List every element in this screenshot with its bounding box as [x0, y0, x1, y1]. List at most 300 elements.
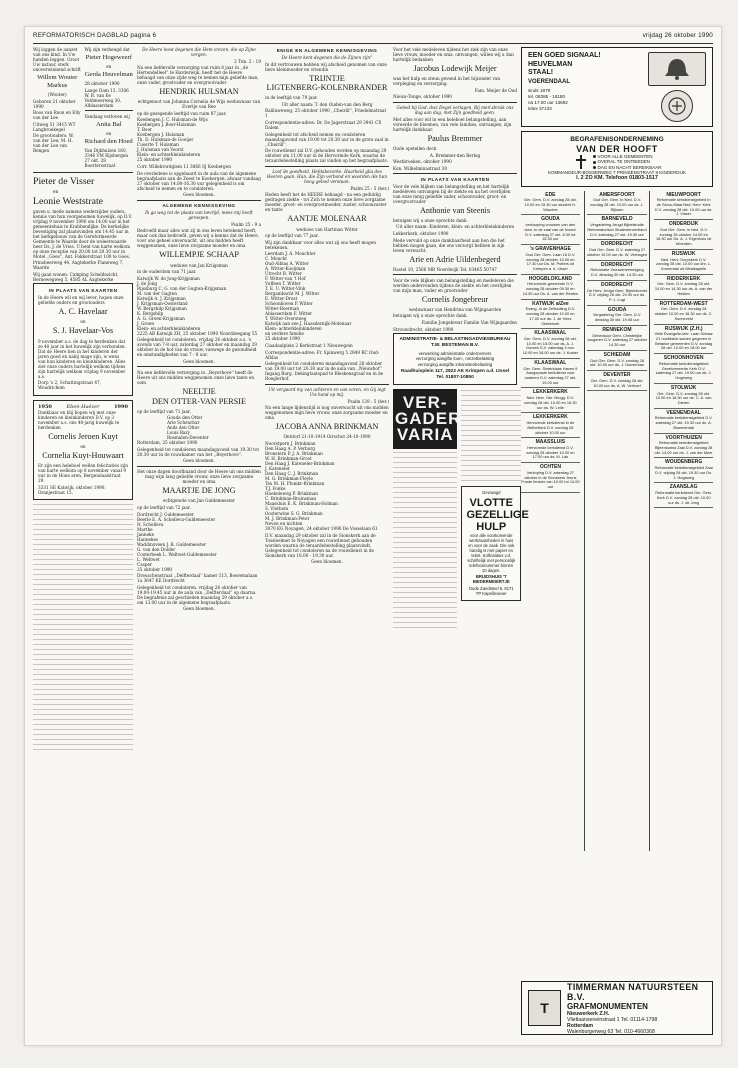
family-line: Klein- achterkleinkinderen	[265, 326, 322, 332]
heuvelman-tel-3: telex 37133	[528, 106, 552, 112]
heuvelman-title-4: VOERENDAAL	[528, 78, 571, 85]
marriage-groom: Pieter Hogeweerf	[85, 54, 132, 61]
marriage-address: Lange Dam 13, 3306 W. B. van Ee Veldmeerweg 30, Alblasserdam	[84, 87, 129, 108]
death-notice-ligtenberg	[265, 48, 389, 163]
family-line: J. Krijgsman-Oosterland	[137, 300, 188, 306]
vlotte-hulp-col	[461, 389, 529, 633]
anniversary-notice-intro: In de Heere wil en wij lever, hopen onze geliefde ouders en grootouders	[38, 295, 124, 306]
notice1-intro: In dit vertrouwen hebben wij afscheid genomen van onze lieve kleinmoeder en vriendin	[265, 61, 387, 72]
dank-family: Fam. Meijer de Oud	[474, 87, 517, 93]
bremmer-family: A. Bremmer-den Berleg	[429, 152, 481, 158]
church-place: ROTTERDAM-WEST	[659, 300, 708, 307]
church-place: WOUDENBERG	[665, 459, 703, 466]
church-services-area	[521, 191, 713, 851]
church-place: KLAASWAAL	[534, 359, 567, 366]
bremmer-place: Westbroeken, oktober 1990	[393, 159, 452, 165]
marriage-bride: Gerda Heuvelman	[84, 71, 133, 79]
church-details: Oud Ger. Gem. D.V. zondag 28 okt. 10.00 uur ds. J. Duiverman	[589, 357, 645, 368]
thanks-notice-bremmer	[393, 105, 517, 170]
church-list-b	[654, 193, 713, 509]
church-service-entry	[587, 217, 648, 240]
death4-funeral: Gelegenheid tot condoleren, vrijdag 26 oktober van 19.00-19.45 uur in de aula van ,,Delfterdaal'' op daarna. De begrafenis zal geschieden maandag 29 oktober a.s. om 13.00 uur in de algemene begraafplaats.	[137, 584, 257, 605]
timmerman-product: GRAFMONUMENTEN	[567, 1001, 648, 1011]
family-line: Oud-Alblas A. Witter	[265, 261, 309, 267]
plaats3-family: Familie Jongebreur Familie Van Wijngaarden	[421, 320, 517, 325]
church-service-entry	[654, 485, 713, 508]
family-line: J. Kateneler	[265, 465, 290, 471]
church-place: LEKKERKERK	[533, 414, 568, 421]
vdh-item-2: OVERAL TE ONTBIEDEN	[593, 159, 662, 165]
vlotte-title-3: HULP	[476, 520, 507, 533]
engagement-intro: Vandaag verloven wij	[84, 113, 130, 119]
church-place: BARNEVELD	[601, 216, 633, 223]
page-header-right: vrijdag 26 oktober 1990	[642, 32, 713, 39]
plaats2-name: Anthonie van Steenis	[419, 205, 491, 215]
family-line: Hannekes	[137, 536, 159, 542]
death2-head: ALGEMENE KENNISGEVING	[162, 203, 236, 209]
church-service-entry	[587, 242, 648, 260]
death4-family-list	[137, 512, 261, 567]
family-line: A. G. Groen-Krijgsman	[137, 315, 185, 321]
anniversary-en: en	[80, 319, 86, 325]
church-list-a	[521, 193, 580, 493]
church-place: RENNEKOM	[602, 326, 632, 333]
death2-flowers: Geen bloemen.	[183, 358, 215, 364]
family-line: A. Witter-Kooijman	[265, 266, 306, 272]
church-service-entry	[521, 415, 580, 438]
anniversary-husband: A. C. Havelaar	[58, 307, 108, 317]
birth-grandparents: De grootouders: W. van der Lee; M. H. van der Lee van Bengen	[33, 133, 74, 154]
church-details: Ger. Gem. D.V. zondag 28 okt. 10.00 en 15.00 uur ds. A. J. Gorseb D.V. zaterdag 3 nov. 10.00 en 18.00 uur ds. J. Koster	[522, 336, 579, 356]
family-line: Katwijk aan zee J. Haasdernijk-Molenaar	[265, 321, 352, 327]
notice2-age: op de leeftijd van 77 jaar.	[265, 233, 319, 239]
plaats2-name-2: Arie en Adrie Uildenbegerd	[409, 254, 501, 264]
timmerman-text	[567, 982, 706, 1035]
church-details: Ger. Gem. D.V. zondag 28 okt. 10.00 en 15.30 uur student H. Visscher	[523, 197, 577, 212]
church-details: De Herv. Jeugd Gem. Bijeenkomst D.V. vrijdag 26 okt. 20.00 uur ds. P. J. Lugt	[587, 287, 647, 302]
family-line: Bronstern P. J. A. Brinkman	[265, 450, 323, 456]
notice3-flowers: Geen bloemen.	[311, 559, 343, 565]
church-service-entry	[654, 460, 713, 483]
church-details: Oud Ger. Gem. in Ned. D.V. zondag 28 okt. 10.00 uur ds. L. Rijksen	[590, 197, 644, 212]
family-line: Katwijk A. J. Krijgsman	[137, 295, 186, 301]
church-place: 's GRAVENHAGE	[529, 246, 571, 253]
notice2-family-list	[265, 251, 389, 336]
family-line: J. de Jong	[137, 280, 158, 286]
church-details: Gebedsuur Gem. Christelijke Jongeren D.V. zaterdag 27 oktober 14.30 uur	[586, 332, 648, 348]
timmerman-address-1: Vlietlaanseneinstraat 1 Tel. 01114-1798	[567, 1016, 658, 1023]
family-line: T. Boer	[137, 127, 152, 133]
church-details: Vergadering Ger. Gem. D.V. dinsdag 30 okt. 19.45 uur	[592, 312, 642, 323]
staal-seal-icon	[661, 90, 693, 122]
church-details: verkooping vrouwen van den dom. In de zaal van de Noord. D.V. zaterdag 27 okt. 8.30 tot 15.30 uur	[524, 222, 577, 242]
church-service-entry	[521, 247, 580, 275]
notice2-verse: Loof de goedheid, Hefdabezorke. Haarheid glia des Heeren gaan, Hun, die Zijn verbond en woorden Als hun hoog gebod verstaan.	[266, 169, 388, 185]
anniversary-wife-2: Cornelia Kuyt-Houwaart	[42, 450, 124, 460]
family-line: Louis Bazy	[167, 430, 190, 436]
page-header-left: REFORMATORISCH DAGBLAD pagina 6	[33, 32, 157, 39]
divider	[33, 172, 133, 173]
wedding-bride: Leonie Weststrate	[33, 195, 104, 207]
engagement-address: Van Dijkhuizen 160, 3346 VM Rijsbergen 27 okt. 28 Boertersstraat	[84, 147, 129, 168]
vergader-line-1: VER-	[402, 393, 448, 412]
besteman-admin-ad	[393, 333, 517, 385]
wedding-new-address: Wij gaan wonen: Camping Scheldezicht, Bernewegweg 5, 4585 AL Aagtekerke	[33, 271, 119, 282]
church-details: Hervormde kerkdienst In de Bethelkerk D.V. zondag 28 oktober 10.00 uur	[526, 420, 575, 435]
notice3-family-list	[265, 441, 389, 526]
church-place: GOUDA	[541, 216, 560, 223]
admin-company: T.W. BESTEMAN B.V.	[431, 342, 479, 348]
birth-name: Willem Wouter Markus	[37, 74, 78, 89]
church-place: KATWIJK a/Zee	[532, 300, 569, 307]
dank-address: Nieuw-Tonge, oktober 1990	[393, 94, 452, 100]
church-place: ONDERDIJK	[668, 221, 699, 228]
family-line: Katwijk W. de Jong-Krijgsman	[137, 275, 200, 281]
notice2-intro: Heden heeft het de HEERE behaagd - na een geduldig gedragen ziekte - tot Zich te nemen onze lieve zorgzame moeder, groot- en overgrootmoeder, zuster, schoonzuster en tante	[265, 192, 387, 213]
engagement-en: en	[106, 130, 112, 136]
family-line: T. E. U. Witter-Vink	[265, 286, 306, 292]
plaats2-text-2: betuigen wij u onze oprechte dank.	[393, 217, 468, 223]
family-line: M. van der Gugten	[137, 290, 177, 296]
notice1-verse: De Heere kent degenen die de Zijnen zijn''	[281, 55, 373, 60]
church-place: SCHIEDAM	[603, 351, 631, 358]
church-place: ZAANSLAG	[669, 484, 698, 491]
church-place: EDE	[545, 191, 556, 198]
death2-spouse: weduwe van Jan Kriigsman	[170, 262, 228, 268]
church-place: SCHOONHOVEN	[663, 355, 704, 362]
church-place: DEVENTER	[603, 372, 631, 378]
church-details: Reformatie kerkdienstgebied In de Sions-Staat Ned. Herv. Kerk D.V. zondag 28 okt. 10.00 uur ds. J. Visser	[654, 197, 713, 217]
notice3-name: JACOBA ANNA BRINKMAN	[275, 422, 379, 432]
birth-nickname: (Wouter)	[47, 92, 67, 98]
church-place: RIJSWIJK (Z.H.)	[664, 325, 703, 332]
plaats2-address-2: Rastel 10, 2566 MB Noordwijk Tel. 03465 50747	[393, 266, 497, 272]
church-service-entry	[521, 361, 580, 389]
church-service-entry	[654, 302, 713, 325]
church-service-entry	[587, 283, 648, 306]
family-line: Koebergen J. Boer-Hulsman	[137, 122, 196, 128]
birth-date: Geboren 21 oktober 1990	[33, 98, 76, 109]
church-service-entry	[587, 373, 648, 391]
notice2-address: Ciaadaalplein 2 Kerkstraat 1 Nieuwegein	[265, 342, 353, 348]
death1-family-list	[137, 117, 261, 157]
notice1-name-2: LIGTENBERG-KOLENBRANDER	[266, 83, 388, 93]
plaats3-spouse: weduwnaar van Hendrina van Wijngaarden	[408, 306, 502, 312]
church-service-entry	[587, 308, 648, 326]
church-details: Ned. Herv. Ger. Brugg. D.V. zondag 28 okt. 10.00 en 16.30 uur ds. W. Lelie	[524, 395, 577, 410]
church-place: LEKKERKERK	[533, 389, 568, 396]
family-line: Beerle E. A. Schelleva-Guldemeester	[137, 516, 216, 522]
death1-intro: Na een liefdevolle verzorging van ruim 8 jaar in ,,de Hertendelleel'' te Harderwijk, heeft het de Heere behaagd van onze zijde weg te nemen mijn geliefde man, onze vader, grootvader en overgrootvader	[137, 65, 259, 86]
anniversary-years	[38, 404, 128, 410]
church-service-entry	[654, 411, 713, 434]
vlotte-wanted: Gevraagd	[482, 490, 501, 495]
timmerman-address-2: Rotterdam	[567, 1022, 593, 1029]
admin-address: Raadhuisplein 117, 2922 AK Krimpen a.d. IJssel	[400, 369, 510, 374]
church-place: DORDRECHT	[601, 281, 633, 288]
family-line: J. Groen	[137, 320, 155, 326]
vlotte-address: Oude Zandsteel 6, 8171 TP Kapelleoever	[468, 585, 514, 596]
notice3-intro: Na een lange lijdenstijd is nog onverwacht uit ons midden weggenomen mijn lieve vrouw, onze zorgzame moeder en oma	[265, 405, 389, 421]
death3-flowers: Geen bloemen.	[183, 458, 215, 464]
vergader-listings	[393, 452, 457, 632]
notice1-age: in de leeftijd van 79 jaar.	[265, 95, 318, 101]
family-line: C. Moncht	[265, 256, 287, 262]
vlotte-text: voor alle voorkomende werkzaamheden in huis en voor de zaak. Die ook handig is met papier en tekst. Sollicitaties v.d. schriftelijk met persoonlijk telefoonnummer binnen 10 dagen.	[467, 532, 516, 573]
notice1-address: Baliluweweg, 25 oktober 1990 ,,Cheirill'', Friedelmstraat 1	[265, 108, 387, 119]
family-line: Koedengen J. C. Hulsman-de Wijs	[137, 117, 208, 123]
notice1-head: ENIGE EN ALGEMENE KENNISGEVING	[276, 48, 378, 53]
family-line: K. Bergshilp	[137, 310, 164, 316]
anniversary-motto: Eben-Haëzer	[66, 403, 100, 410]
notice1-correspondence: Correspondentie-adres: Dr. De Jagerstraat 29 3941 CX Dalem	[265, 120, 382, 131]
church-place: AMERSFOORT	[599, 191, 635, 198]
anniversary-notice-head: IN PLAATS VAN KAARTEN	[48, 288, 118, 294]
heuvelman-title-1: EEN GOED SIGNAAL!	[528, 52, 601, 59]
marriage-intro: Wij zijn verheugd dat	[84, 47, 130, 52]
birth-announcement	[33, 47, 82, 170]
family-line: Witter-Boerman	[265, 306, 300, 312]
church-service-entry	[654, 222, 713, 250]
timmerman-name: TIMMERMAN NATUURSTEEN B.V.	[567, 981, 699, 1002]
church-place: GOUDA	[607, 306, 627, 313]
church-service-entry	[587, 353, 648, 371]
vdh-name: VAN DER HOOFT	[576, 143, 658, 154]
engagement-bride: Anita Bal	[96, 120, 122, 128]
plaats2-text-3: Mede vervuld op onze dankbaarheid aan hen die het hebben mogen gaan, die ons verzorgt hebben in zijn leven verwacht.	[393, 237, 505, 253]
family-line: Bergambacht M. J. Witter	[265, 291, 320, 297]
church-details: Oud Ger. Gem. Laan 16 D.V. zondag 28 oktober 10.00 en 17.30 uur Ds. M. Putters uit Krimpen a. d. IJssel	[525, 251, 576, 271]
church-place: NIEUWPOORT	[666, 191, 701, 198]
vdh-items-row	[528, 154, 706, 171]
anniversary-notice-text: 9 november a.s. de dag te herdenken dat ze 40 jaar in het huwelijk zijn verbonden. Dat de Heere hen in het kinderen der jaren goed en nabij mage zijn, is wens van hun kinderen en kleinkinderen. Alles ziet onze ouders hartelijk welkom tijdens zijn hartelijk welkom vrijdag 9 november a.s.	[38, 338, 126, 379]
anniversary-year-start: 1950	[38, 403, 52, 410]
notice2-funeral: Gelegenheid tot condoleren maandagavond 28 oktober van 19.00 uur tot 20.30 uur in de aula van ,,Nieuwhof'' Ingang Burg. Dekingtaatspad te Bleskensgraaf en in de Boeglerhof.	[265, 361, 384, 382]
church-place: OCHTEN	[539, 464, 561, 471]
church-details: Evang. In de Zeilsluiting D.V. zondag 28 oktober 10.00 en 17.00 uur ds. J. de Vries Oldebroek	[525, 306, 576, 326]
church-details: Ger. Gem. D.V. zondag 28 okt. 10.00 en 18.30 uur ds. C. A. van Dieren	[655, 390, 712, 405]
death1-spouse: echtgenoot van Johanna Cornelia de Wijs weduwnaar van Evertje van Ree	[137, 99, 261, 110]
family-line: Ands den Otter	[167, 425, 200, 431]
thanks-notice-meijer	[393, 47, 517, 99]
church-service-entry	[587, 328, 648, 351]
death3-name-1: NEELTJE	[182, 386, 216, 396]
church-place: RIJSWIJK	[671, 250, 696, 257]
church-details: Reformatie kerkdienstgebied Bijeenkomst Zaal D.V. zondag 28 okt. 14.00 uur ds. J. van der Meer	[654, 440, 713, 455]
church-service-entry	[521, 390, 580, 413]
church-service-entry	[521, 440, 580, 463]
church-details: Verkoping D.V. zaterdag 27 oktober in de Sionskerk Jeuns Fruste fenster van 10.00 tot 14.00 uur	[521, 469, 580, 490]
heuvelman-tel-1: tel. 08385 - 18180	[528, 94, 566, 100]
church-place: MAASSLUIS	[535, 439, 566, 446]
notice3-funeral: D.V. maandag 29 oktober zal in de Sionskerk aan de Tossleelmet te Noyagen een rouwdienst gehouden worden waarna de teraardebestelling plaatsvindt. Gelegenheid tot condoleren na de rouwdienst in de Sionskerk van 18.00 - 19.30 uur.	[265, 532, 376, 558]
timmerman-logo: T	[528, 990, 561, 1026]
family-line: Dordrecht J. Guldemeester	[137, 511, 194, 517]
family-line: Casper	[137, 561, 153, 567]
family-line: T.J. Fonke	[265, 485, 286, 491]
church-listings-continued	[461, 390, 521, 485]
anniversary-text-2: Er zijn een heleboel wellen felicitaties zijn van harte welkom op 8 november vanaf 9 uur in de Hone aren, Bergendaalstraat 29.	[38, 462, 128, 483]
family-line: Klein- en achterkleinkinderen	[137, 152, 201, 158]
divider	[393, 102, 517, 103]
death-notice-molenaar	[265, 169, 389, 381]
family-line: W. Bergshilp Krijgsman	[137, 305, 187, 311]
death2-intro: Bedroefd maar alles wat zij in ons leven betekend heeft, maar ook dan bedroefd, geven wij u kennis dat de Heere, voor ons geheel onverwacht, uit ons midden heeft weggenomen, onze lieve zorgzame moeder en oma	[137, 228, 260, 249]
family-line: Marthe	[137, 526, 153, 532]
plaats2-address: Lekkerkerk, oktober 1990	[393, 231, 449, 237]
notice3-address: 3070 KG Noyagen, 24 oktober 1990 De Vosselaan 61	[265, 525, 378, 531]
family-line: C. Brinkman-Bruinsman	[265, 495, 317, 501]
anniversary-year-end: 1990	[114, 403, 128, 410]
anniversary-en-2: en	[80, 443, 86, 449]
vdh-title: BEGRAFENISONDERNEMING	[570, 136, 664, 143]
notice3-verse: Uit vergaard my van achteren en van voren, en Gij legt Uw hand op mij.	[268, 387, 386, 398]
family-line: Th. D. Hulsman-de Gooijer	[137, 137, 194, 143]
church-service-entry	[654, 327, 713, 355]
family-line: Gouda den Otter	[167, 415, 203, 421]
family-line: Schoonhoven P. Witter	[265, 301, 313, 307]
divider	[393, 274, 517, 275]
church-services-col-b	[654, 191, 713, 851]
marriage-en: en	[106, 64, 112, 70]
column-3	[265, 47, 389, 1035]
column-4	[393, 47, 529, 1035]
plaats3-address: Strouwdrecht, oktober 1990	[393, 326, 454, 332]
death2-address: 2225 AB Katwijk ZH, 25 oktober 1990 Noordzeegang 55	[137, 330, 258, 336]
timmerman-address-3: Walenburgerweg 63 Tel. 010-4660368	[567, 1028, 655, 1035]
death2-age: in de ouderdom van 71 jaar.	[137, 269, 197, 275]
timmerman-ad	[521, 981, 713, 1035]
family-line: Janneke	[137, 531, 155, 537]
church-details: Velle Evangelie-leer. Laan Schaar 21 hoofdstuk samen gegeven in Betanke gemeenten D.V. zondag 28 okt. 10.00 en 18.00 uur	[654, 331, 713, 351]
heuvelman-text	[528, 52, 601, 122]
bremmer-name: Paulus Bremmer	[427, 133, 483, 143]
family-line: Den Haag J. Kateneler-Brinkman	[265, 460, 335, 466]
heuvelman-tel-2: na 17.00 uur 13692	[528, 100, 568, 106]
admin-phone: Tel. 01807-10850	[436, 375, 474, 380]
church-place: STOLWIJK	[670, 384, 697, 391]
engagement-groom: Richard den Hoed	[84, 137, 133, 145]
church-service-entry	[587, 193, 648, 216]
dank-text-2: was het hulp en steun gevend in het bijzonder van verpleging en verzorging.	[393, 76, 501, 87]
church-place: KLAASWAAL	[534, 330, 567, 337]
church-service-entry	[654, 252, 713, 275]
notice2-spouse: weduwe van Hartman Witter	[296, 226, 358, 232]
death3-intro: Na een liefdevolle verzorging in ,,Beyerhove'' heeft de Heere uit ons midden weggenomen onze lieve tante en oom	[137, 369, 255, 385]
church-details: Oud Ger. Gem. in Ned. D.V. zondag 28 oktober 14.00 en 18.30 uur Ds. A. J. Eigenhuis uit Woerden	[655, 226, 712, 247]
anniversary-wife: S. J. Havelaar-Vos	[52, 326, 114, 336]
notice2-date: 25 oktober 1990	[265, 336, 301, 342]
vdh-items	[593, 154, 662, 171]
death3-name-2: DEN OTTER-VAN PERSIE	[151, 396, 246, 406]
church-details: Ned. Herv. Dorpskerk D.V. zondag 28 okt. 10.00 uur dhr. L. Kronendal uit Westkapelle	[656, 256, 712, 271]
family-line: Waddinxveen J. B. Guldemeester	[137, 541, 207, 547]
family-line: M. J. Brinkman-Peter	[265, 515, 310, 521]
notice2-text: Wij zijn dankbaar voor alles wat zij ons heeft mogen betekenen.	[265, 239, 376, 250]
plaats2-text: Voor de vele blijken van belangstelling en het hartelijk medeleven ontvangen bij de ziekte en na het overlijden van onze innig geliefde vader, schoonvader, groot- en overgrootvader	[393, 183, 511, 204]
column-right	[521, 47, 713, 1035]
thanks-notice-jongebreur	[393, 278, 517, 332]
notice1-text-2: De rouwdienst zal D.V. gehouden worden op maandag 29 oktober om 11.00 uur in de Hervormde Kerk, waarna de teraardebestelling plaats zal vinden op het begraafplaats.	[265, 148, 388, 164]
vdh-item-1: VOOR ALLE GEMEENTEN	[593, 154, 662, 160]
birth-address: Uitweg 51 3415 WT Langbroekegel	[33, 121, 76, 132]
birth-parents: Roos van Roon en Elly van der Lee	[33, 110, 81, 121]
church-service-entry	[521, 302, 580, 330]
admin-title: ADMINISTRATIE- & BELASTINGADVIESBUREAU	[399, 337, 511, 343]
vlotte-title-2: GEZELLIGE	[466, 508, 529, 521]
divider	[265, 166, 389, 167]
death3-age: op de leeftijd van 71 jaar.	[137, 408, 191, 414]
church-service-entry	[654, 436, 713, 459]
death1-flowers: Geen bloemen.	[183, 192, 215, 198]
church-details: Hervormde kerkdienst D.V. zondag 28 oktober 10.00 en 17.00 uur ds. M. Lak	[526, 445, 575, 460]
thanks-notice-van-steenis	[393, 177, 517, 272]
family-line: Rijssburg C. G. van der Gugten-Krijgsman	[137, 285, 227, 291]
cross-icon	[573, 154, 589, 170]
family-line: Cuserte T. Hulsman	[137, 142, 179, 148]
family-line: N. Schelleva	[137, 521, 164, 527]
family-line: Rosmalen-Deventer	[167, 435, 209, 441]
death4-spouse: echtgenote van Jan Guldemeester	[163, 498, 235, 504]
death4-flowers: Geen bloemen.	[183, 606, 215, 612]
family-line: Hoekeleweg P. Brinkman	[265, 490, 319, 496]
church-service-entry	[521, 217, 580, 245]
church-service-entry	[521, 465, 580, 493]
bremmer-address: Oude opstellen deck	[393, 145, 437, 151]
heuvelman-images	[648, 52, 706, 122]
church-place: HOOGBLOKLAND	[528, 275, 573, 282]
wedding-announcement	[33, 176, 133, 282]
death2-verse-ref: Psalm 25 : 9 a	[231, 221, 261, 227]
church-details: Reformatie kerkdienstgebied Gereformeerde Kerk D.V. zaterdag 27 okt. 19.00 uur ds. J. Hogeweg	[655, 360, 712, 381]
heuvelman-title-3: STAAL!	[528, 69, 554, 77]
church-details: Ger. Gem. Sinterklaas Haven 9 Aangepaste kerkdienst voor ouderen D.V. zaterdag 27 okt. 19.00 uur	[523, 365, 578, 385]
vlotte-hulp-ad	[461, 486, 529, 601]
bremmer-address-2: Kon. Wilhelminastraat 30	[393, 165, 447, 171]
death2-funeral: Gelegenheid tot condoleren, vrijdag 26 oktober a.s. 's avonds van 7-8 uur, zaterdag 27 oktober en maandag 29 oktober in de hof van de vrouw, vanwege de gezondheid en omstandigheden van 7 - 8 uur.	[137, 337, 257, 358]
notice2-verse-ref: Psalm 25 : 5 (ber.)	[350, 185, 389, 191]
family-line: Oosterwine S. G. Brinkman	[265, 510, 323, 516]
divider	[265, 384, 389, 385]
bell-tower-illustration	[648, 52, 706, 86]
church-place: DORDRECHT	[601, 261, 633, 268]
death2-family-list	[137, 276, 261, 331]
column-1	[33, 47, 133, 1035]
church-details: Reformatie Vrouwenvereniging D.V. dinsdag 30 okt. 14.30 uur	[590, 267, 644, 278]
plaats3-text-2: betuigen wij u onze oprechte dank.	[393, 313, 468, 319]
notice1-funeral: Gelegenheid tot afscheid nemen en condoleren maandagavond van 19.00 tot 20.30 uur in de grote zaal in ,,Cheirill''.	[265, 131, 389, 147]
death2-name: WILLEMPJE SCHAAP	[159, 250, 239, 260]
death4-name: MAARTJE DE JONG	[162, 486, 236, 496]
death-notice-den-otter	[137, 370, 261, 463]
column-2	[137, 47, 261, 1035]
church-details: Vergadering Jeugd Bijbelstudie Reformatorisch Studentenverband D.V. zaterdag 27 okt. 19.30 uur	[587, 222, 647, 237]
church-services-col-a	[521, 191, 580, 851]
death-notice-de-jong	[137, 469, 261, 611]
church-service-entry	[654, 277, 713, 300]
divider	[137, 366, 261, 367]
family-line: E. Witter-Drost	[265, 296, 298, 302]
family-line: Vuffeen T. Witter	[265, 281, 301, 287]
birth-marriage-row	[33, 47, 133, 170]
verse-2-text: Met alles voor wil in een heleboel belangstelling, aan vereerde de bloemen, van vele families, ontvangen, zijn hartelijk dankbaar.	[393, 116, 512, 132]
death3-address: Rotterdam, 25 oktober 1990	[137, 440, 198, 446]
notice1-name-1: TRIJNTJE	[309, 73, 345, 83]
death1-age: op de gezegende leeftijd van ruim 87 jaar.	[137, 110, 227, 116]
family-line: Klein- en achterkleinkinderen	[137, 325, 201, 331]
anniversary-husband-2: Cornelis Jeroen Kuyt	[48, 431, 118, 441]
family-line: Tex M. H. Plomkr-Brinkman	[265, 480, 325, 486]
